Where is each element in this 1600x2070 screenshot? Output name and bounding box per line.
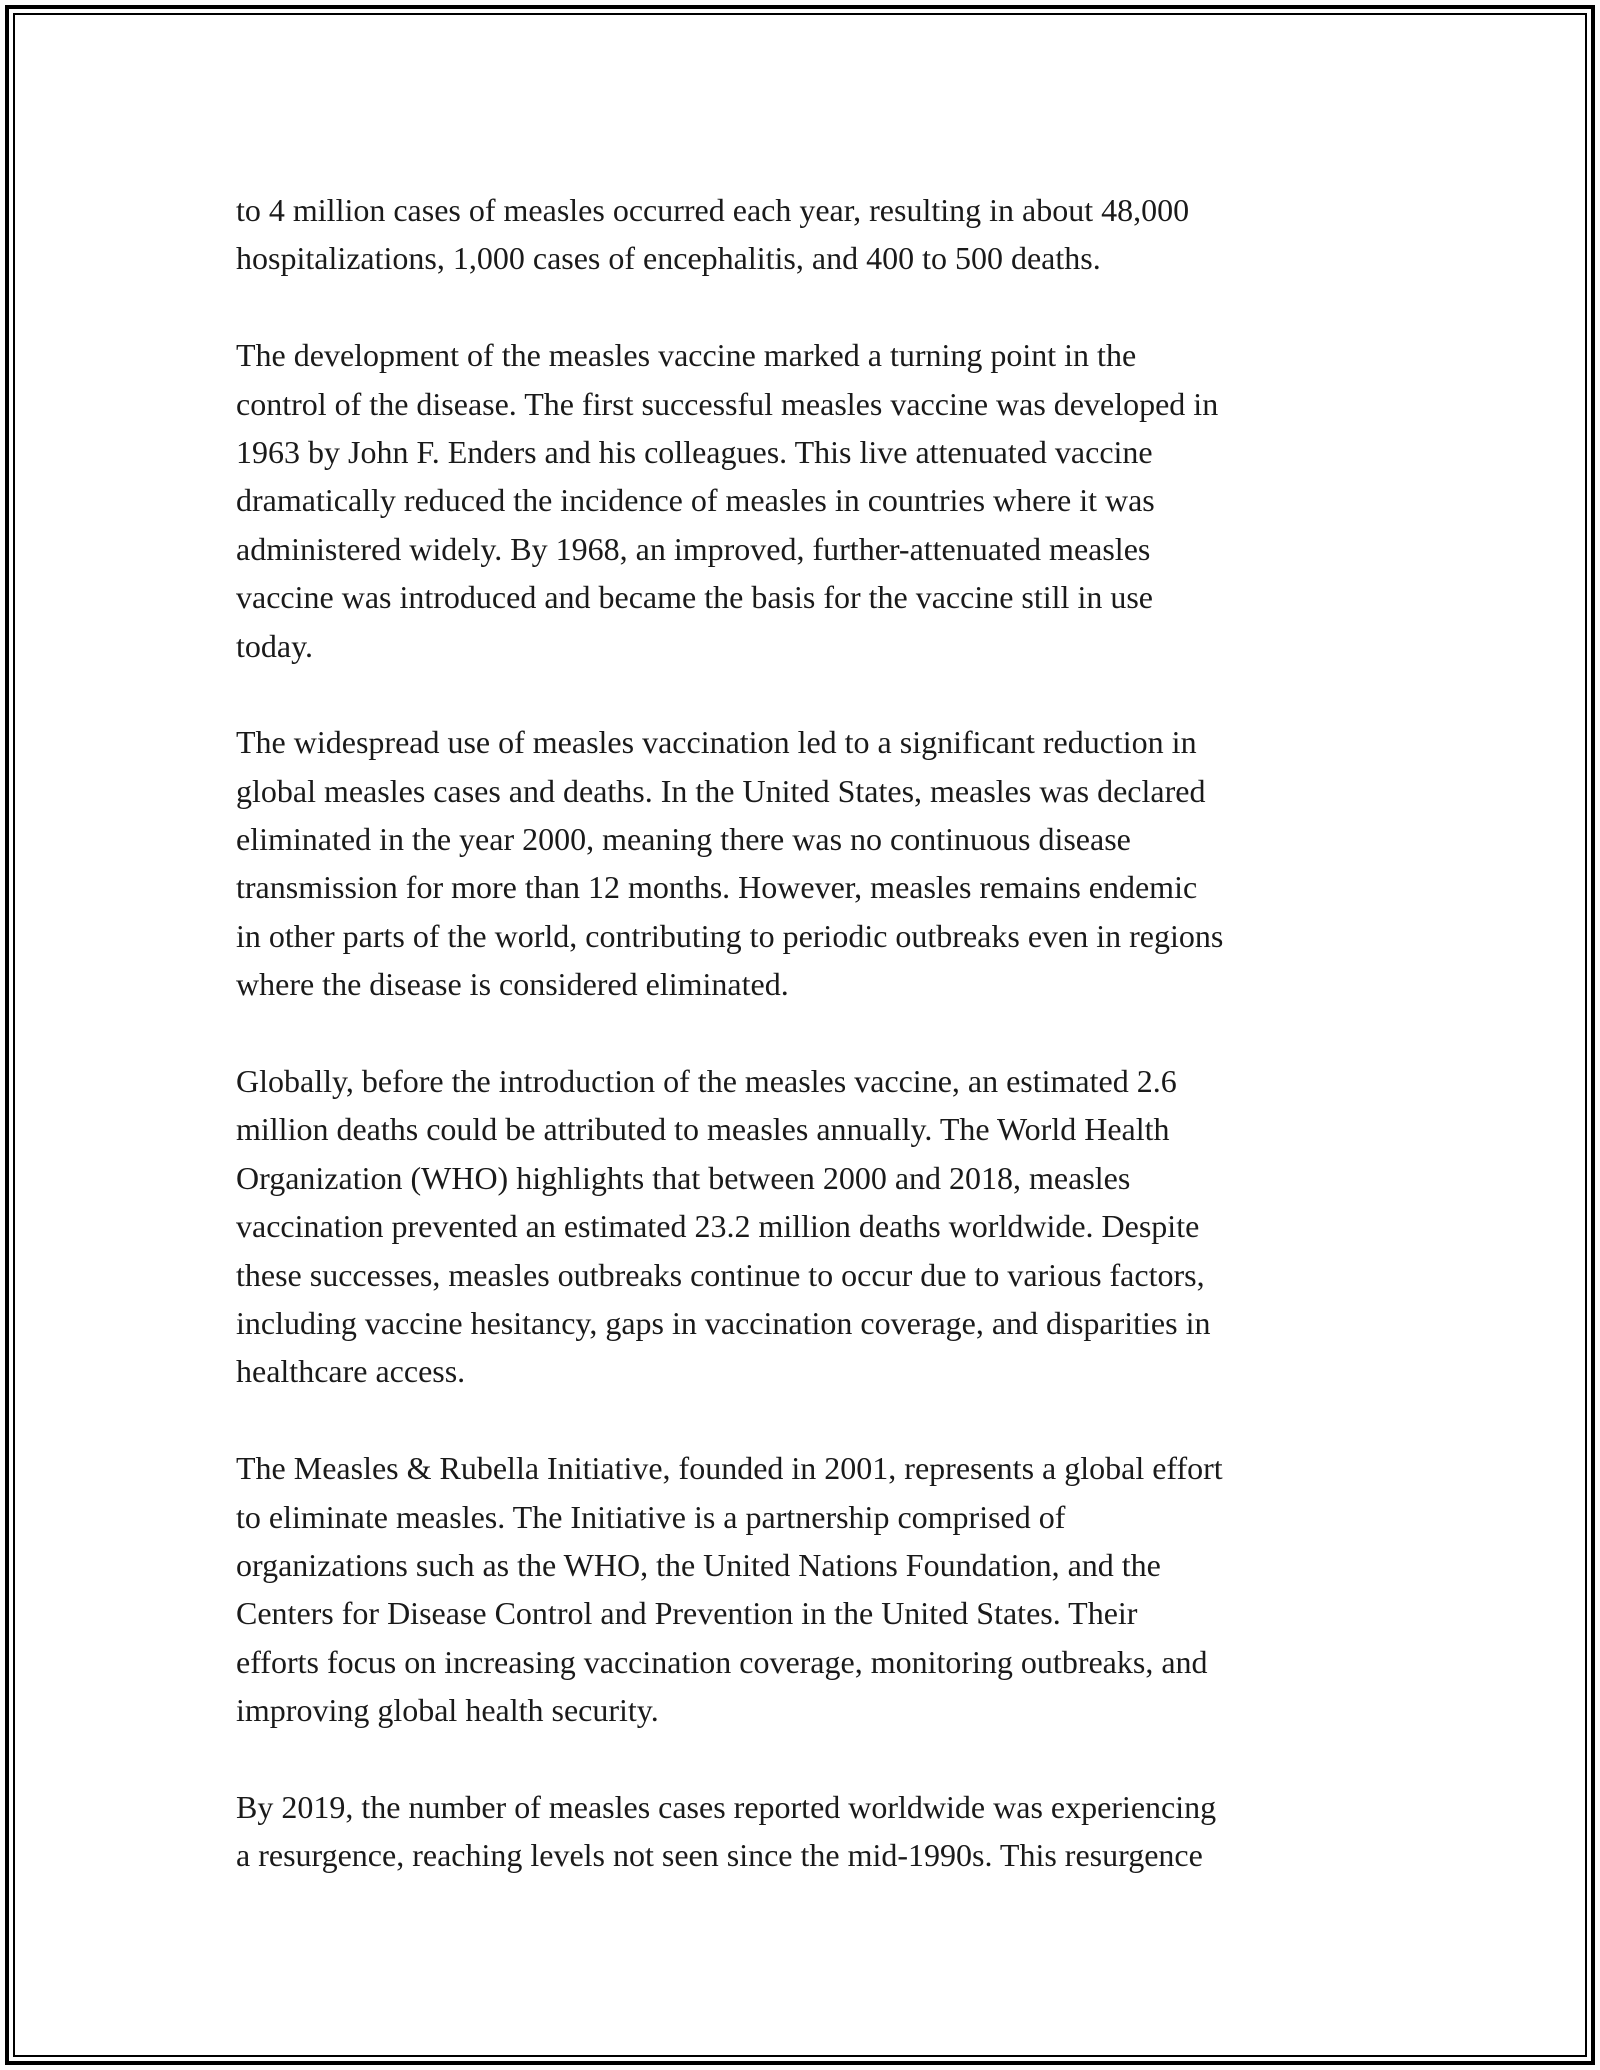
paragraph xyxy=(236,186,1396,283)
text-line: transmission for more than 12 months. However, measles remains endemic xyxy=(236,869,1198,906)
text-line: vaccine was introduced and became the basis for the vaccine still in use xyxy=(236,579,1153,616)
text-line: improving global health security. xyxy=(236,1692,659,1729)
text-line: including vaccine hesitancy, gaps in vaccination coverage, and disparities in xyxy=(236,1304,1211,1341)
text-line: By 2019, the number of measles cases reported worldwide was experiencing xyxy=(236,1788,1217,1825)
text-line: hospitalizations, 1,000 cases of encephalitis, and 400 to 500 deaths. xyxy=(236,240,1101,277)
text-line: 1963 by John F. Enders and his colleagues. This live attenuated vaccine xyxy=(236,433,1153,470)
text-line: Organization (WHO) highlights that between 2000 and 2018, measles xyxy=(236,1159,1131,1196)
text-line: these successes, measles outbreaks continue to occur due to various factors, xyxy=(236,1256,1205,1293)
text-line: million deaths could be attributed to measles annually. The World Health xyxy=(236,1111,1170,1148)
text-line: The development of the measles vaccine marked a turning point in the xyxy=(236,337,1137,374)
document-body xyxy=(236,186,1396,1928)
paragraph xyxy=(236,1783,1396,1880)
text-line: where the disease is considered eliminated. xyxy=(236,966,789,1003)
text-line: control of the disease. The first successful measles vaccine was developed in xyxy=(236,385,1219,422)
paragraph xyxy=(236,1057,1396,1396)
text-line: global measles cases and deaths. In the United States, measles was declared xyxy=(236,772,1206,809)
text-line: organizations such as the WHO, the United Nations Foundation, and the xyxy=(236,1546,1161,1583)
text-line: in other parts of the world, contributing to periodic outbreaks even in regions xyxy=(236,917,1224,954)
text-line: today. xyxy=(236,627,314,664)
text-line: administered widely. By 1968, an improved, further-attenuated measles xyxy=(236,530,1151,567)
text-line: vaccination prevented an estimated 23.2 million deaths worldwide. Despite xyxy=(236,1208,1200,1245)
text-line: eliminated in the year 2000, meaning there was no continuous disease xyxy=(236,821,1131,858)
text-line: to 4 million cases of measles occurred each year, resulting in about 48,000 xyxy=(236,192,1190,228)
text-line: The Measles & Rubella Initiative, founded in 2001, represents a global effort xyxy=(236,1450,1223,1487)
text-line: efforts focus on increasing vaccination coverage, monitoring outbreaks, and xyxy=(236,1643,1208,1680)
text-line: dramatically reduced the incidence of measles in countries where it was xyxy=(236,482,1155,519)
paragraph xyxy=(236,718,1396,1008)
text-line: to eliminate measles. The Initiative is a partnership comprised of xyxy=(236,1498,1066,1535)
text-line: a resurgence, reaching levels not seen since the mid-1990s. This resurgence xyxy=(236,1837,1203,1874)
paragraph xyxy=(236,331,1396,670)
text-line: Globally, before the introduction of the measles vaccine, an estimated 2.6 xyxy=(236,1063,1177,1100)
text-line: The widespread use of measles vaccination led to a significant reduction in xyxy=(236,724,1197,761)
paragraph xyxy=(236,1444,1396,1734)
text-line: healthcare access. xyxy=(236,1353,466,1390)
text-line: Centers for Disease Control and Prevention in the United States. Their xyxy=(236,1595,1138,1632)
